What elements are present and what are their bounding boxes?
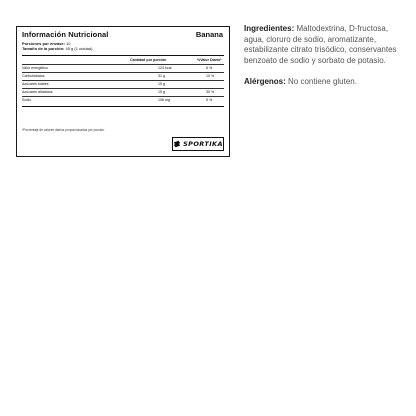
nutrient-name: Carbohidratos bbox=[22, 74, 45, 78]
serving-size bbox=[22, 46, 92, 51]
nutrient-name: Azúcares añadidos bbox=[22, 90, 53, 94]
servings-value: 10 bbox=[66, 41, 71, 46]
nutrient-daily-value: 5 % bbox=[206, 98, 213, 102]
product-details bbox=[244, 24, 408, 87]
serving-size-label: Tamaño de la porción: bbox=[22, 46, 65, 51]
nutrition-facts-panel bbox=[16, 26, 230, 157]
nutrient-amount: 106 mg bbox=[158, 98, 170, 102]
ingredients-paragraph bbox=[244, 24, 408, 66]
nutrient-daily-value: 10 % bbox=[206, 74, 215, 78]
sportika-logo-icon bbox=[173, 140, 181, 148]
daily-value-header: %Valor Diario* bbox=[197, 58, 222, 62]
nutrient-daily-value: 30 % bbox=[206, 90, 215, 94]
table-row bbox=[22, 65, 224, 71]
sportika-logo bbox=[172, 137, 224, 151]
nutrition-title: Información Nutricional bbox=[22, 30, 109, 39]
divider bbox=[22, 106, 224, 107]
allergens-label: Alérgenos: bbox=[244, 76, 286, 86]
allergens-text: No contiene gluten. bbox=[288, 76, 357, 86]
nutrient-name: Sodio bbox=[22, 98, 32, 102]
servings-label: Porciones por envase: bbox=[22, 41, 65, 46]
ingredients-label: Ingredientes: bbox=[244, 24, 295, 33]
serving-size-value: 45 g (1 unidad) bbox=[65, 46, 93, 51]
nutrient-amount: 124 kcal bbox=[158, 66, 172, 70]
flavor-label: Banana bbox=[195, 30, 223, 39]
allergens-paragraph bbox=[244, 77, 408, 88]
logo-text: SPORTIKA bbox=[183, 140, 223, 148]
table-row bbox=[22, 97, 224, 103]
nutrient-daily-value: 6 % bbox=[206, 66, 213, 70]
footnote: *Porcentaje de valores diarios proporcionados por porción. bbox=[22, 128, 105, 132]
nutrient-name: Azúcares totales bbox=[22, 82, 49, 86]
ingredients-text: Maltodextrina, D-fructosa, agua, cloruro de sodio, aromatizante, estabilizante citrato trisódico, conservantes benzoato de sodio y sorbato de potasio. bbox=[244, 24, 397, 65]
table-row bbox=[22, 81, 224, 87]
table-header bbox=[22, 58, 224, 63]
nutrient-name: Valor energético bbox=[22, 66, 48, 70]
nutrient-amount: 31 g bbox=[158, 74, 165, 78]
nutrient-amount: 15 g bbox=[158, 82, 165, 86]
nutrient-amount: 15 g bbox=[158, 90, 165, 94]
amount-header: Cantidad por porción bbox=[130, 58, 167, 62]
table-row bbox=[22, 73, 224, 79]
divider bbox=[22, 55, 224, 56]
table-row bbox=[22, 89, 224, 95]
